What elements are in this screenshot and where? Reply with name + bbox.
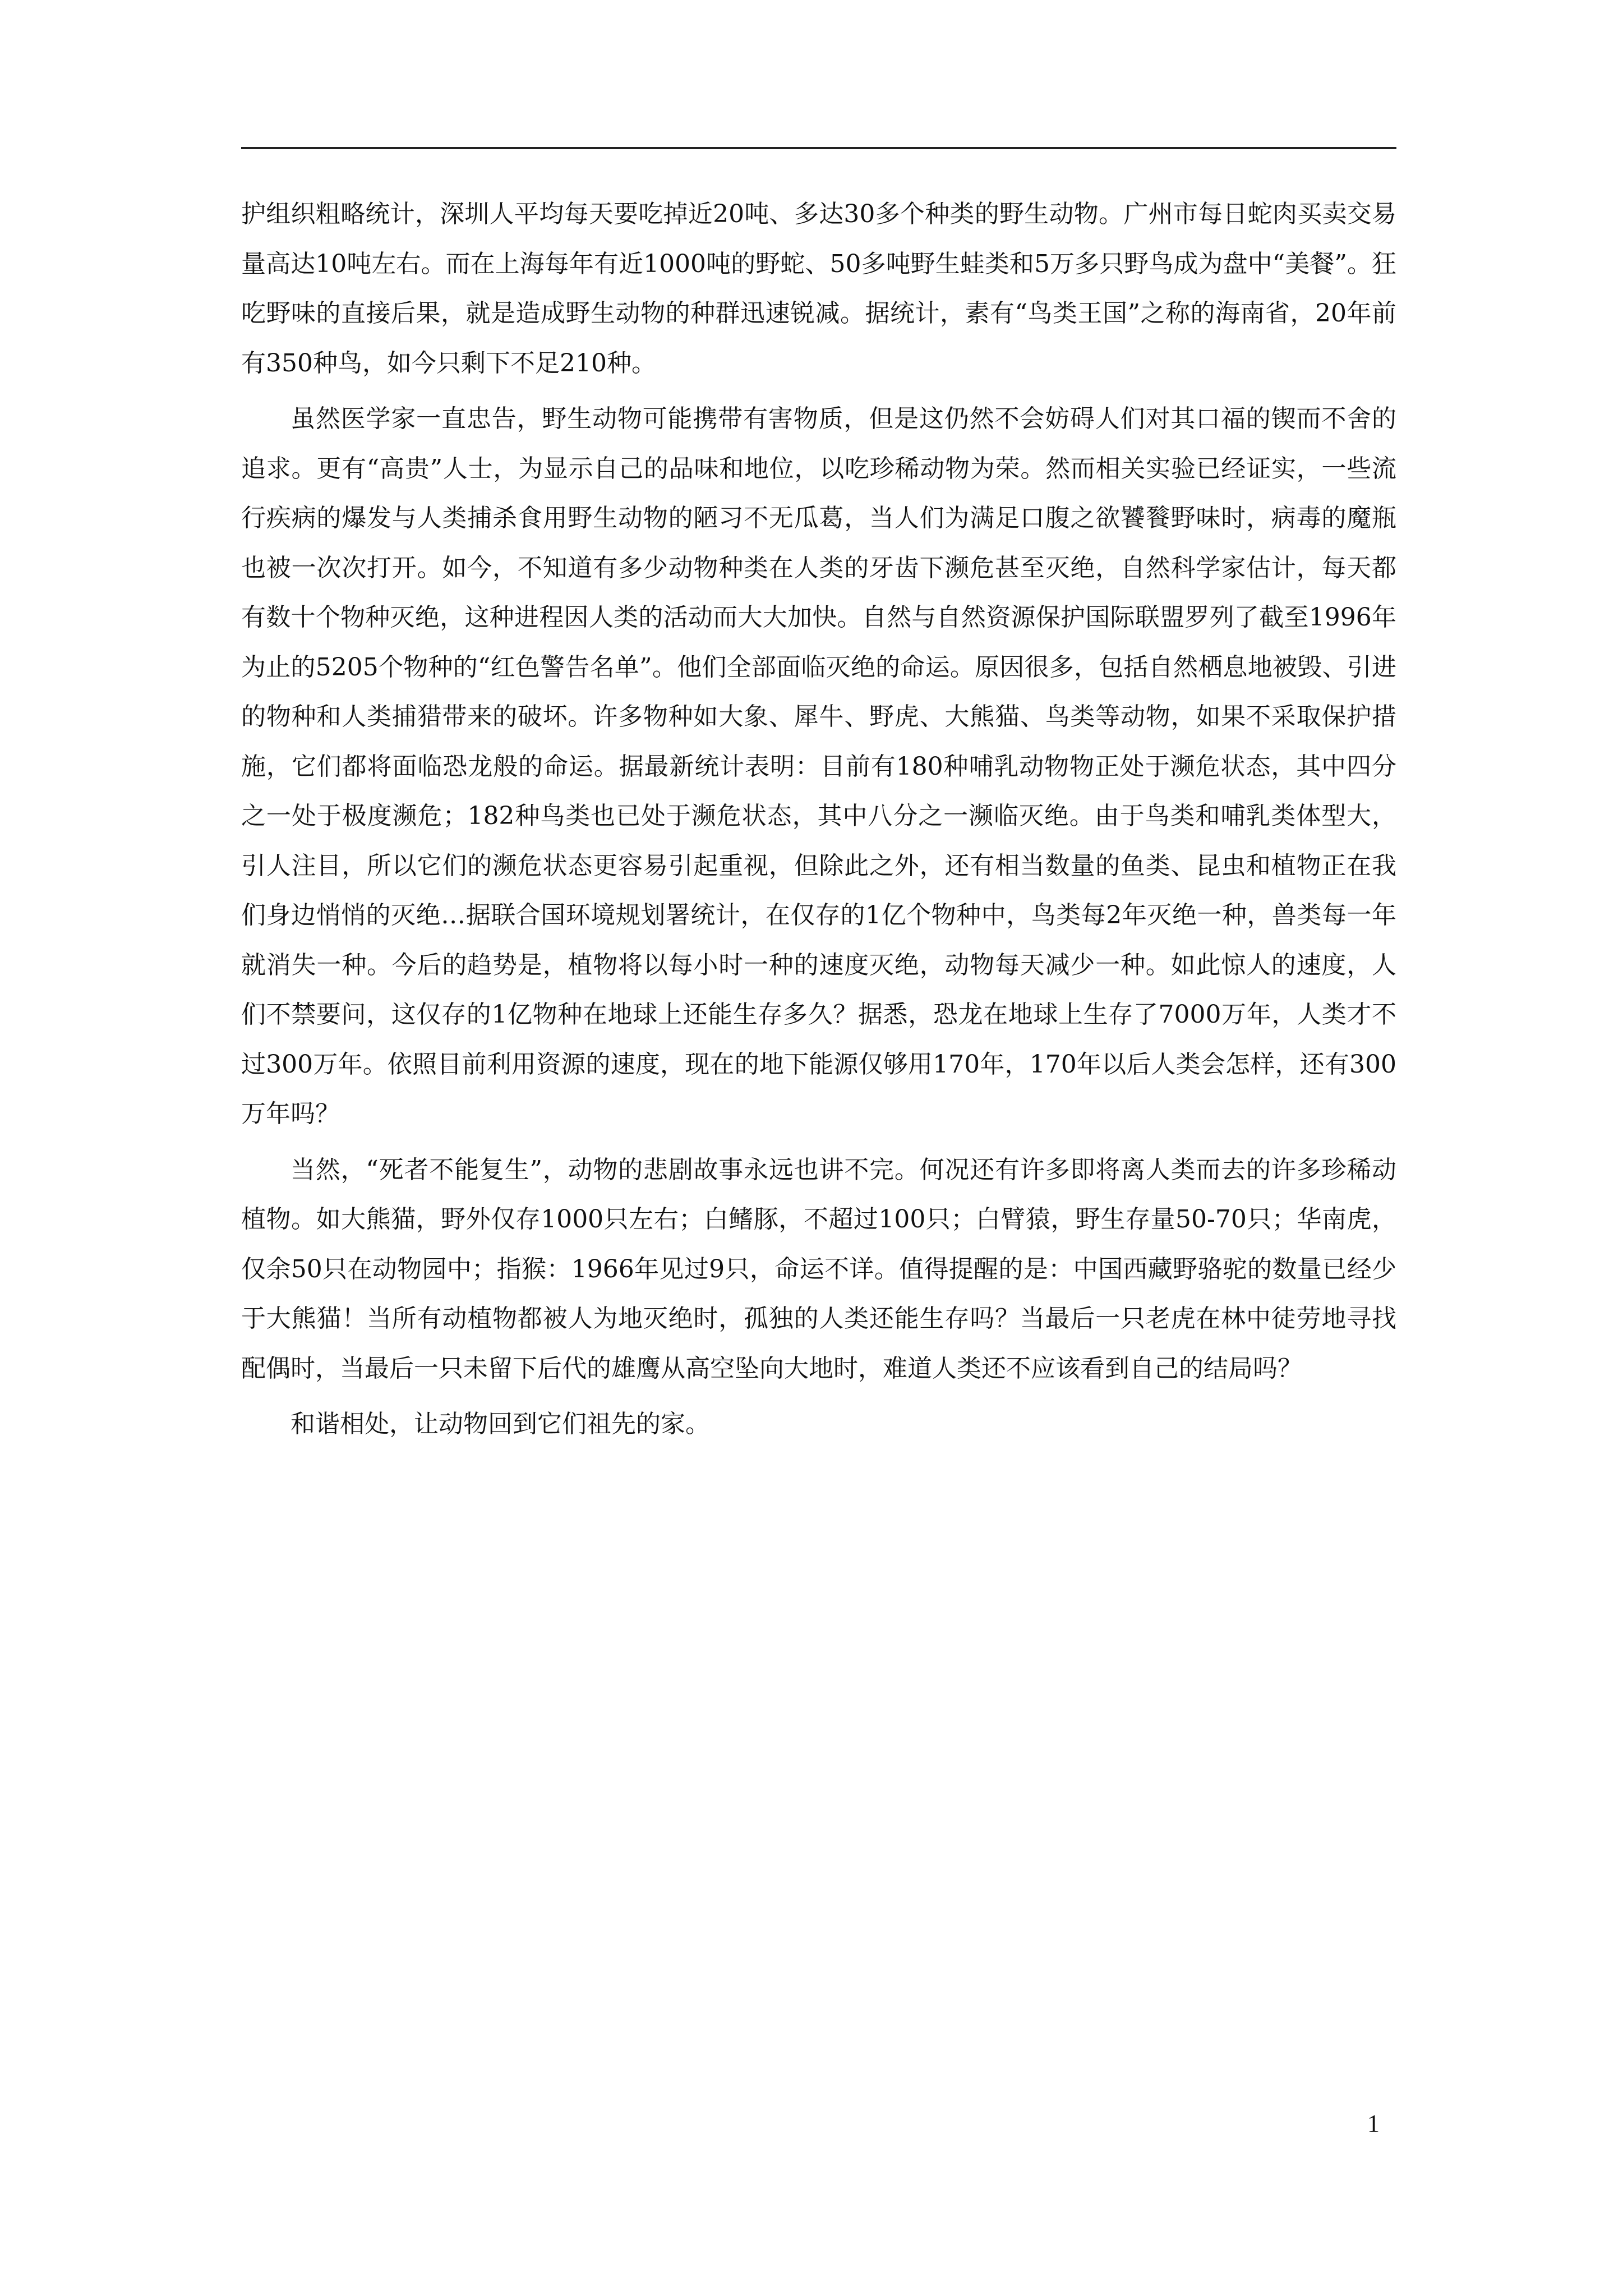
paragraph-continuation: 护组织粗略统计，深圳人平均每天要吃掉近20吨、多达30多个种类的野生动物。广州市每日蛇肉买卖交易量高达10吨左右。而在上海每年有近1000吨的野蛇、50多吨野生蛙类和5万多只野鸟成为盘中“美餐”。狂吃野味的直接后果，就是造成野生动物的种群迅速锐减。据统计，素有“鸟类王国”之称的海南省，20年前有350种鸟，如今只剩下不足210种。 (241, 200, 1396, 378)
paragraph-extinction-crisis: 虽然医学家一直忠告，野生动物可能携带有害物质，但是这仍然不会妨碍人们对其口福的锲而不舍的追求。更有“高贵”人士，为显示自己的品味和地位，以吃珍稀动物为荣。然而相关实验已经证实，一些流行疾病的爆发与人类捕杀食用野生动物的陋习不无瓜葛，当人们为满足口腹之欲饕餮野味时，病毒的魔瓶也被一次次打开。如今，不知道有多少动物种类在人类的牙齿下濒危甚至灭绝，自然科学家估计，每天都有数十个物种灭绝，这种进程因人类的活动而大大加快。自然与自然资源保护国际联盟罗列了截至1996年为止的5205个物种的“红色警告名单”。他们全部面临灭绝的命运。原因很多，包括自然栖息地被毁、引进的物种和人类捕猎带来的破坏。许多物种如大象、犀牛、野虎、大熊猫、鸟类等动物，如果不采取保护措施，它们都将面临恐龙般的命运。据最新统计表明：目前有180种哺乳动物物正处于濒危状态，其中四分之一处于极度濒危；182种鸟类也已处于濒危状态，其中八分之一濒临灭绝。由于鸟类和哺乳类体型大，引人注目，所以它们的濒危状态更容易引起重视，但除此之外，还有相当数量的鱼类、昆虫和植物正在我们身边悄悄的灭绝…据联合国环境规划署统计，在仅存的1亿个物种中，鸟类每2年灭绝一种，兽类每一年就消失一种。今后的趋势是，植物将以每小时一种的速度灭绝，动物每天减少一种。如此惊人的速度，人们不禁要问，这仅存的1亿物种在地球上还能生存多久？据悉，恐龙在地球上生存了7000万年，人类才不过300万年。依照目前利用资源的速度，现在的地下能源仅够用170年，170年以后人类会怎样，还有300万年吗？ (241, 404, 1396, 1128)
paragraph-endangered-species: 当然，“死者不能复生”，动物的悲剧故事永远也讲不完。何况还有许多即将离人类而去的许多珍稀动植物。如大熊猫，野外仅存1000只左右；白鳍豚，不超过100只；白臂猿，野生存量50-70只；华南虎，仅余50只在动物园中；指猴：1966年见过9只，命运不详。值得提醒的是：中国西藏野骆驼的数量已经少于大熊猫！当所有动植物都被人为地灭绝时，孤独的人类还能生存吗？当最后一只老虎在林中徒劳地寻找配偶时，当最后一只未留下后代的雄鹰从高空坠向大地时，难道人类还不应该看到自己的结局吗？ (241, 1155, 1396, 1383)
document-body (241, 190, 1396, 1456)
header-rule (241, 147, 1396, 149)
paragraph-closing: 和谐相处，让动物回到它们祖先的家。 (291, 1410, 710, 1438)
page-number: 1 (1367, 2110, 1380, 2137)
